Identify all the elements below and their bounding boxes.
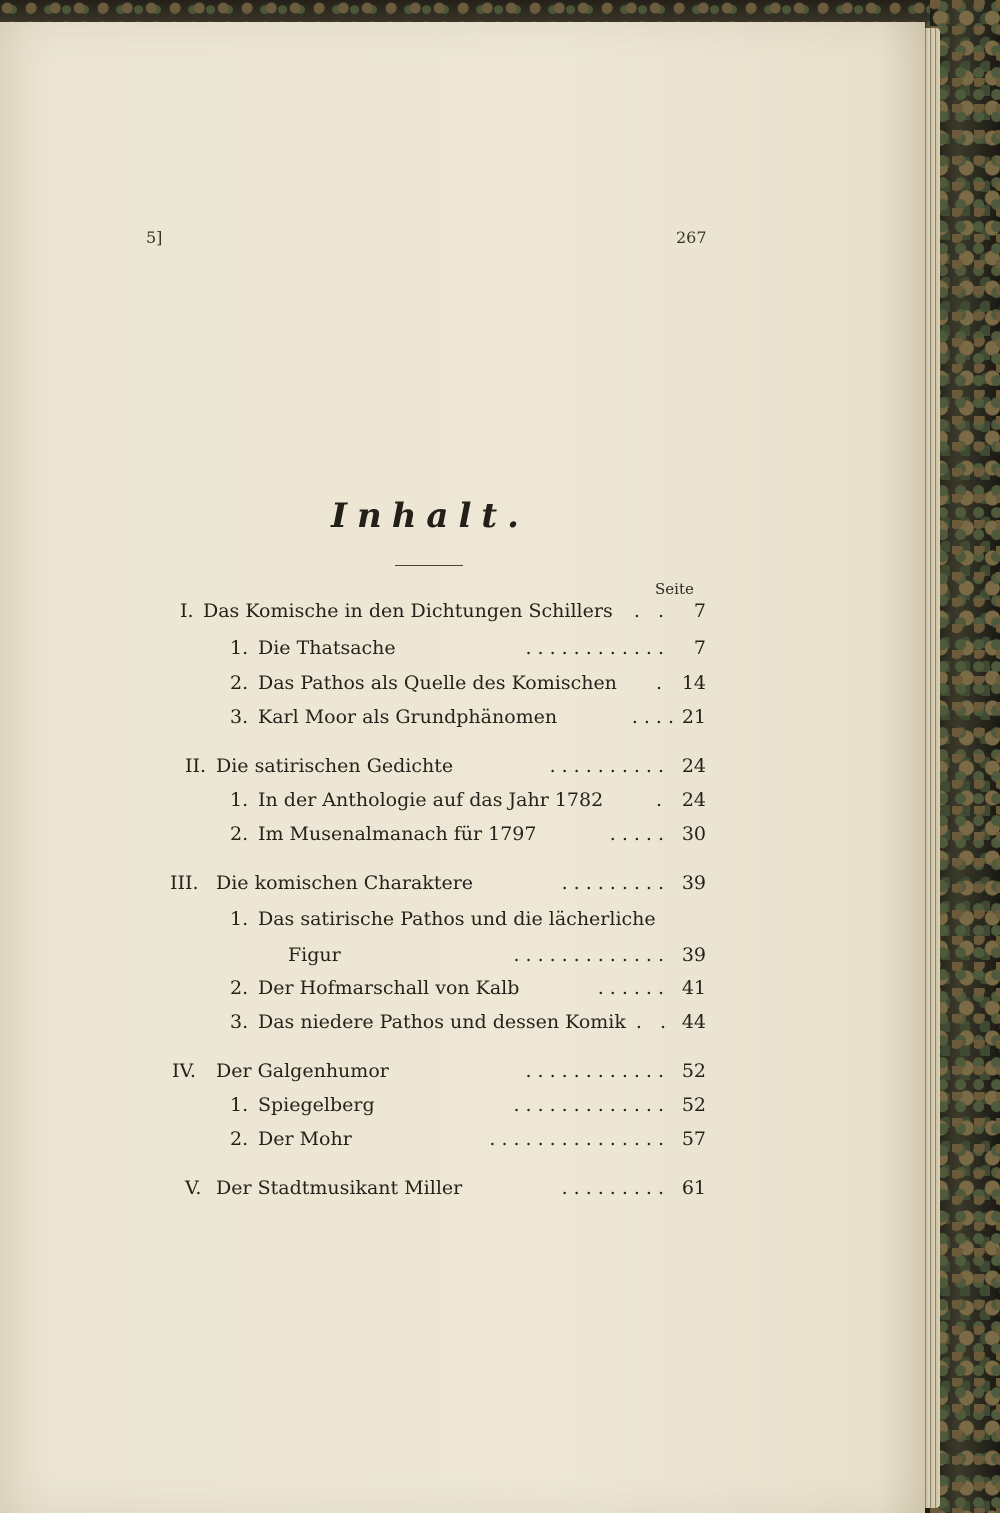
toc-entry-title: Im Musenalmanach für 1797 (258, 823, 537, 845)
toc-entry (0, 1177, 925, 1207)
toc-entry-page: 24 (681, 755, 706, 777)
toc-entry-title: Karl Moor als Grundphänomen (258, 706, 558, 728)
toc-entry-title: Das Pathos als Quelle des Komischen (258, 672, 617, 694)
toc-entry-number: 2. (230, 823, 249, 845)
toc-entry-number: 3. (230, 706, 249, 728)
toc-entry-number: 2. (230, 1128, 249, 1150)
toc-entry-page: 41 (681, 977, 706, 999)
toc-entry (0, 944, 925, 974)
toc-entry-number: 1. (230, 908, 249, 930)
toc-entry-title: Das Komische in den Dichtungen Schillers (203, 600, 613, 622)
toc-entry-page: 52 (681, 1060, 706, 1082)
toc-entry (0, 600, 925, 630)
toc-leader-dots: . . (635, 1011, 672, 1033)
toc-entry (0, 637, 925, 667)
toc-entry-title: Der Stadtmusikant Miller (216, 1177, 463, 1199)
toc-entry-page: 7 (693, 600, 706, 622)
toc-entry-number: II. (185, 755, 207, 777)
marbled-cover-edge (930, 0, 1000, 1513)
toc-entry-number: I. (180, 600, 194, 622)
toc-entry-title: Der Galgenhumor (216, 1060, 389, 1082)
toc-entry-title: In der Anthologie auf das Jahr 1782 (258, 789, 604, 811)
toc-entry-page: 14 (681, 672, 706, 694)
toc-entry (0, 977, 925, 1007)
toc-entry-number: 1. (230, 1094, 249, 1116)
toc-entry (0, 755, 925, 785)
toc-entry-number: 2. (230, 977, 249, 999)
toc-leader-dots: .......... (549, 755, 670, 777)
toc-entry-page: 39 (681, 944, 706, 966)
toc-entry-title: Die satirischen Gedichte (216, 755, 454, 777)
toc-entry-page: 57 (681, 1128, 706, 1150)
toc-entry (0, 1094, 925, 1124)
toc-leader-dots: ............... (489, 1128, 670, 1150)
toc-entry (0, 706, 925, 736)
toc-leader-dots: ...... (597, 977, 670, 999)
toc-entry-title: Das niedere Pathos und dessen Komik (258, 1011, 626, 1033)
toc-entry (0, 1011, 925, 1041)
toc-leader-dots: ............. (513, 1094, 670, 1116)
toc-entry-number: 1. (230, 637, 249, 659)
toc-entry-title: Spiegelberg (258, 1094, 375, 1116)
toc-entry-page: 7 (693, 637, 706, 659)
toc-entry-number: 1. (230, 789, 249, 811)
page-column-label: Seite (655, 580, 694, 598)
toc-leader-dots: ..... (609, 823, 670, 845)
toc-entry-page: 44 (681, 1011, 706, 1033)
toc-entry-page: 30 (681, 823, 706, 845)
toc-leader-dots: . (655, 672, 668, 694)
toc-entry-page: 21 (681, 706, 706, 728)
toc-leader-dots: ............ (525, 1060, 670, 1082)
toc-entry-title: Der Hofmarschall von Kalb (258, 977, 520, 999)
toc-entry (0, 789, 925, 819)
toc-entry-title: Die komischen Charaktere (216, 872, 474, 894)
toc-entry-number: V. (185, 1177, 202, 1199)
toc-entry-title: Das satirische Pathos und die lächerliche (258, 908, 656, 930)
toc-leader-dots: . . (633, 600, 670, 622)
signature-mark: 5] (146, 228, 163, 247)
page-number: 267 (676, 228, 707, 247)
toc-entry (0, 908, 925, 938)
toc-entry (0, 672, 925, 702)
toc-entry-page: 52 (681, 1094, 706, 1116)
toc-entry-page: 24 (681, 789, 706, 811)
toc-entry-page: 61 (681, 1177, 706, 1199)
toc-entry (0, 872, 925, 902)
toc-leader-dots: ......... (561, 872, 670, 894)
toc-leader-dots: ............. (513, 944, 670, 966)
page-title: Inhalt. (331, 496, 529, 536)
toc-entry (0, 1128, 925, 1158)
title-rule (395, 565, 463, 566)
toc-leader-dots: ............ (525, 637, 670, 659)
toc-leader-dots: .... (631, 706, 680, 728)
toc-entry (0, 823, 925, 853)
toc-entry-title: Der Mohr (258, 1128, 352, 1150)
toc-leader-dots: . (655, 789, 668, 811)
toc-entry (0, 1060, 925, 1090)
book-page (0, 22, 925, 1513)
toc-entry-number: 3. (230, 1011, 249, 1033)
toc-entry-number: III. (170, 872, 199, 894)
toc-entry-title: Die Thatsache (258, 637, 396, 659)
toc-entry-number: 2. (230, 672, 249, 694)
toc-entry-number: IV. (172, 1060, 196, 1082)
toc-entry-title: Figur (288, 944, 341, 966)
toc-leader-dots: ......... (561, 1177, 670, 1199)
toc-entry-page: 39 (681, 872, 706, 894)
